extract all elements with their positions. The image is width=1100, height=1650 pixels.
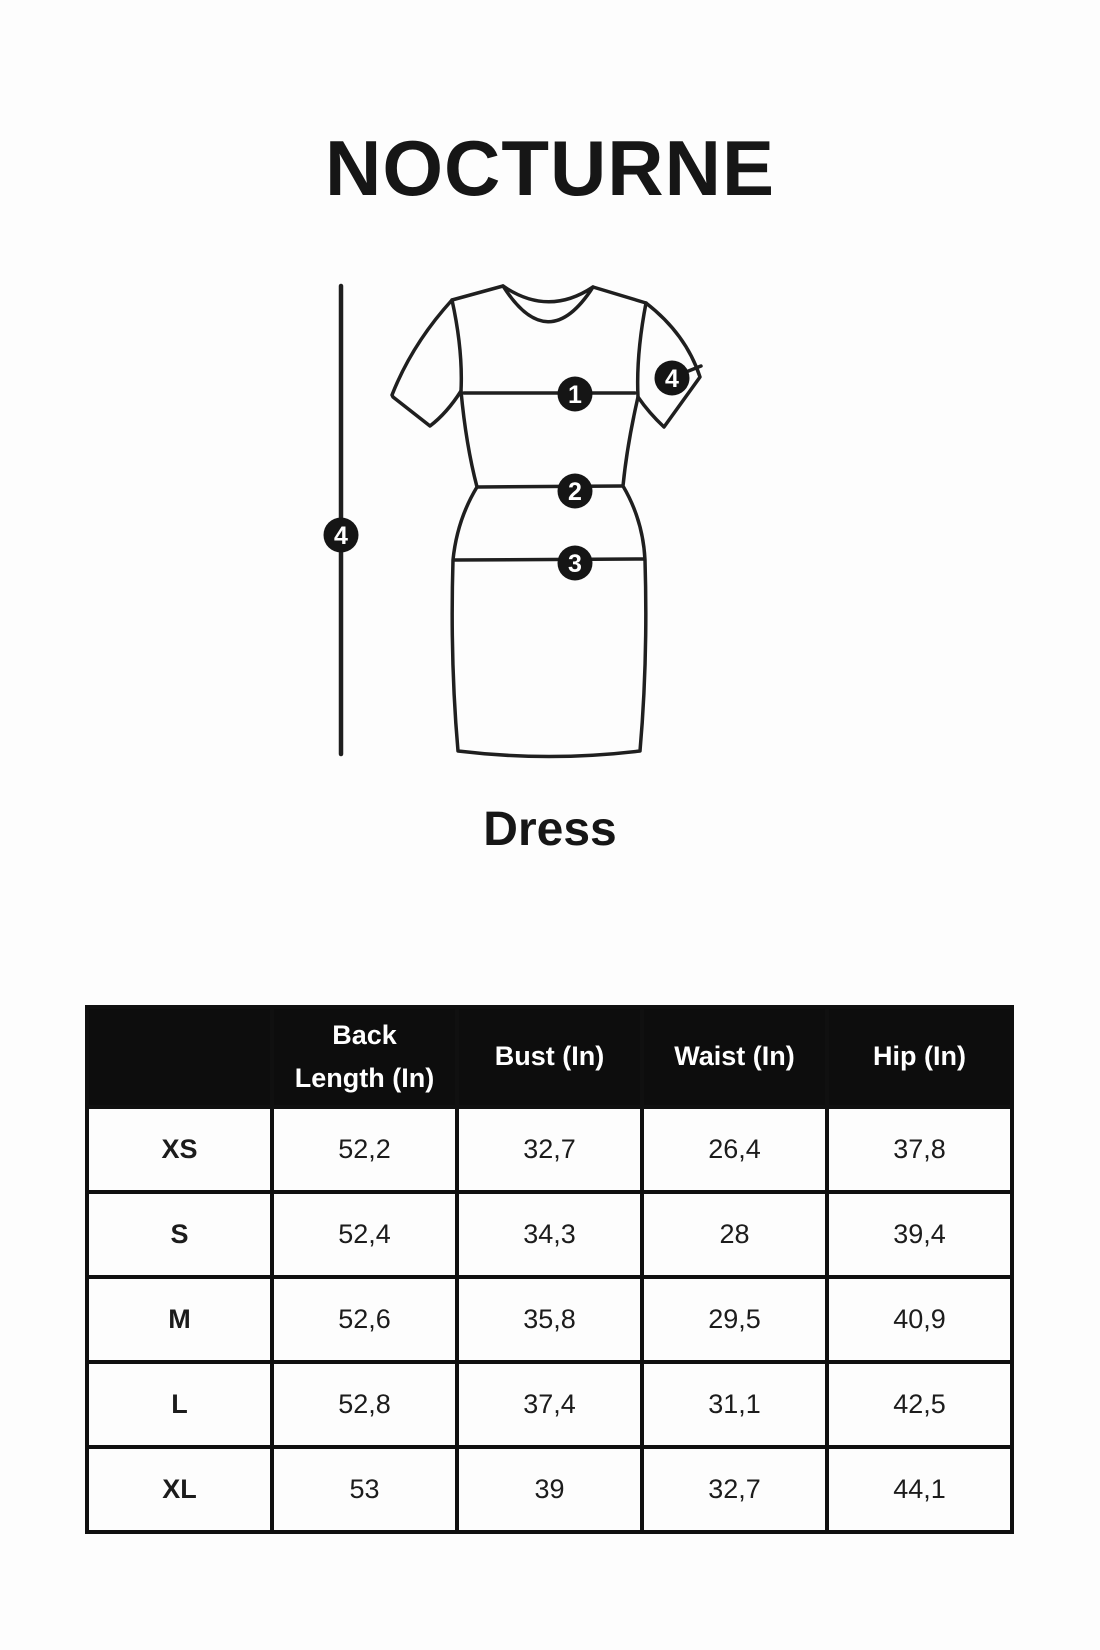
row-xs: [87, 1107, 1012, 1192]
row-m: [87, 1277, 1012, 1362]
col-header-hip: Hip (In): [827, 1007, 1012, 1107]
row-s: [87, 1192, 1012, 1277]
bust-value: 35,8: [457, 1277, 642, 1362]
size-label: XS: [87, 1107, 272, 1192]
bust-value: 32,7: [457, 1107, 642, 1192]
row-xl: [87, 1447, 1012, 1532]
hip-value: 44,1: [827, 1447, 1012, 1532]
hip-value: 37,8: [827, 1107, 1012, 1192]
col-header-back-length: Back Length (In): [272, 1007, 457, 1107]
back-length-value: 52,6: [272, 1277, 457, 1362]
waist-value: 29,5: [642, 1277, 827, 1362]
size-label: XL: [87, 1447, 272, 1532]
svg-text:1: 1: [568, 381, 582, 409]
waist-value: 32,7: [642, 1447, 827, 1532]
col-header-waist: Waist (In): [642, 1007, 827, 1107]
size-label: L: [87, 1362, 272, 1447]
svg-text:4: 4: [334, 522, 348, 550]
svg-text:4: 4: [665, 365, 679, 393]
col-header-size: [87, 1007, 272, 1107]
bust-value: 34,3: [457, 1192, 642, 1277]
marker-hip: [558, 546, 593, 581]
row-l: [87, 1362, 1012, 1447]
marker-bust: [558, 377, 593, 412]
waist-value: 26,4: [642, 1107, 827, 1192]
front-neckline: [503, 286, 593, 322]
bust-value: 37,4: [457, 1362, 642, 1447]
size-chart-table: [85, 1005, 1014, 1534]
dress-outline: [392, 286, 700, 757]
size-label: M: [87, 1277, 272, 1362]
marker-back-length: [324, 518, 359, 553]
header-row: [87, 1007, 1012, 1107]
back-length-value: 52,2: [272, 1107, 457, 1192]
marker-waist: [558, 474, 593, 509]
waist-value: 31,1: [642, 1362, 827, 1447]
hip-value: 40,9: [827, 1277, 1012, 1362]
back-length-value: 53: [272, 1447, 457, 1532]
hip-value: 42,5: [827, 1362, 1012, 1447]
svg-text:2: 2: [568, 478, 582, 506]
waist-line: [478, 486, 622, 487]
armhole-seam-left: [452, 300, 461, 391]
svg-text:3: 3: [568, 550, 582, 578]
size-label: S: [87, 1192, 272, 1277]
garment-label: Dress: [483, 803, 617, 856]
bust-value: 39: [457, 1447, 642, 1532]
waist-value: 28: [642, 1192, 827, 1277]
back-length-value: 52,4: [272, 1192, 457, 1277]
back-length-value: 52,8: [272, 1362, 457, 1447]
armhole-seam-right: [638, 303, 646, 397]
col-header-bust: Bust (In): [457, 1007, 642, 1107]
hip-value: 39,4: [827, 1192, 1012, 1277]
brand-title: NOCTURNE: [325, 124, 775, 212]
hip-line: [454, 559, 644, 560]
marker-sleeve: [655, 361, 690, 396]
